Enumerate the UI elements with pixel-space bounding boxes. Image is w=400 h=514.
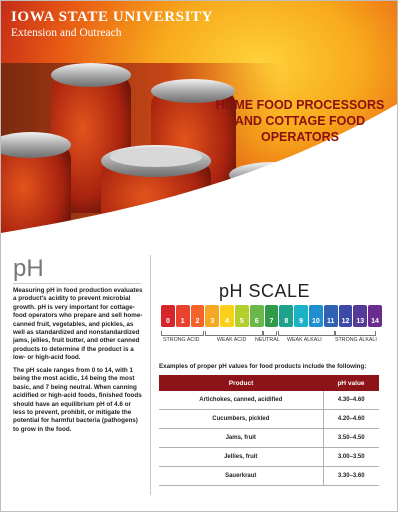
ph-value-cell: 3.30–3.60 bbox=[323, 467, 379, 486]
ph-scale-box-11: 11 bbox=[324, 305, 338, 327]
intro-paragraph-1: Measuring pH in food production evaluates a product's acidity to prevent microbial growth. pH is very important for cottage-food operators who prepare and sell home-canned fruit, vegetables, and pickles, as well as standardized and nonstandardized jams, jellies, fruit butter, and other canned products to determine if the product is a low- or high-acid food. bbox=[13, 287, 143, 362]
title-line-1: HOME FOOD PROCESSORS bbox=[215, 98, 385, 112]
ph-value-cell: 3.50–4.50 bbox=[323, 429, 379, 448]
header-ph-value: pH value bbox=[323, 375, 379, 391]
ph-scale-box-3: 3 bbox=[205, 305, 219, 327]
title-line-2: AND COTTAGE FOOD bbox=[234, 114, 366, 128]
product-cell: Jellies, fruit bbox=[159, 448, 323, 467]
ph-scale-box-13: 13 bbox=[353, 305, 367, 327]
neutral-bracket bbox=[263, 331, 277, 336]
weak-alkali-bracket bbox=[278, 331, 335, 336]
product-cell: Artichokes, canned, acidified bbox=[159, 391, 323, 410]
weak-acid-bracket bbox=[205, 331, 263, 336]
ph-value-cell: 4.30–4.60 bbox=[323, 391, 379, 410]
label-strong-alkali: STRONG ALKALI bbox=[335, 337, 377, 343]
ph-scale-box-9: 9 bbox=[294, 305, 308, 327]
ph-scale-box-0: 0 bbox=[161, 305, 175, 327]
label-weak-alkali: WEAK ALKALI bbox=[287, 337, 322, 343]
table-row bbox=[159, 410, 379, 429]
ph-scale-box-8: 8 bbox=[279, 305, 293, 327]
ph-scale-box-2: 2 bbox=[191, 305, 205, 327]
ph-scale-box-12: 12 bbox=[339, 305, 353, 327]
label-weak-acid: WEAK ACID bbox=[217, 337, 247, 343]
table-header-row bbox=[159, 375, 379, 391]
ph-scale-box-10: 10 bbox=[309, 305, 323, 327]
ph-scale-labels bbox=[161, 331, 376, 347]
strong-alkali-bracket bbox=[335, 331, 376, 336]
label-neutral: NEUTRAL bbox=[255, 337, 280, 343]
heading-divider bbox=[13, 283, 141, 284]
ph-scale-box-1: 1 bbox=[176, 305, 190, 327]
column-divider bbox=[150, 255, 151, 495]
university-logo bbox=[11, 9, 213, 39]
ph-value-cell: 4.20–4.60 bbox=[323, 410, 379, 429]
ph-values-table bbox=[159, 375, 379, 486]
table-caption: Examples of proper pH values for food products include the following: bbox=[159, 363, 367, 370]
ph-scale-title: pH SCALE bbox=[219, 281, 311, 301]
intro-paragraph-2: The pH scale ranges from 0 to 14, with 1 being the most acidic, 14 being the most basic, and 7 being neutral. When canning acidified or high-acid foods, finished foods should have an equilibrium pH of 4.6 or less to prevent, prohibit, or mitigate the potential for harmful bacteria (pathogens) to grow in the food. bbox=[13, 367, 142, 433]
section-heading: pH bbox=[13, 255, 44, 282]
ph-value-cell: 3.00–3.50 bbox=[323, 448, 379, 467]
label-strong-acid: STRONG ACID bbox=[163, 337, 200, 343]
table-row bbox=[159, 429, 379, 448]
table-row bbox=[159, 391, 379, 410]
title-line-3: OPERATORS bbox=[260, 130, 340, 144]
header-banner bbox=[1, 1, 398, 249]
ph-scale-box-4: 4 bbox=[220, 305, 234, 327]
header-product: Product bbox=[159, 375, 323, 391]
product-cell: Cucumbers, pickled bbox=[159, 410, 323, 429]
ph-scale-box-5: 5 bbox=[235, 305, 249, 327]
ph-scale-box-7: 7 bbox=[265, 305, 279, 327]
ph-scale-box-6: 6 bbox=[250, 305, 264, 327]
product-cell: Sauerkraut bbox=[159, 467, 323, 486]
ph-scale-box-14: 14 bbox=[368, 305, 382, 327]
product-cell: Jams, fruit bbox=[159, 429, 323, 448]
strong-acid-bracket bbox=[161, 331, 204, 336]
document-title bbox=[215, 97, 385, 145]
institution-name: IOWA STATE UNIVERSITY bbox=[11, 9, 214, 25]
canning-jars-photo bbox=[1, 63, 398, 249]
department-name: Extension and Outreach bbox=[11, 27, 122, 39]
table-row bbox=[159, 467, 379, 486]
table-row bbox=[159, 448, 379, 467]
ph-scale-bar bbox=[161, 305, 382, 327]
